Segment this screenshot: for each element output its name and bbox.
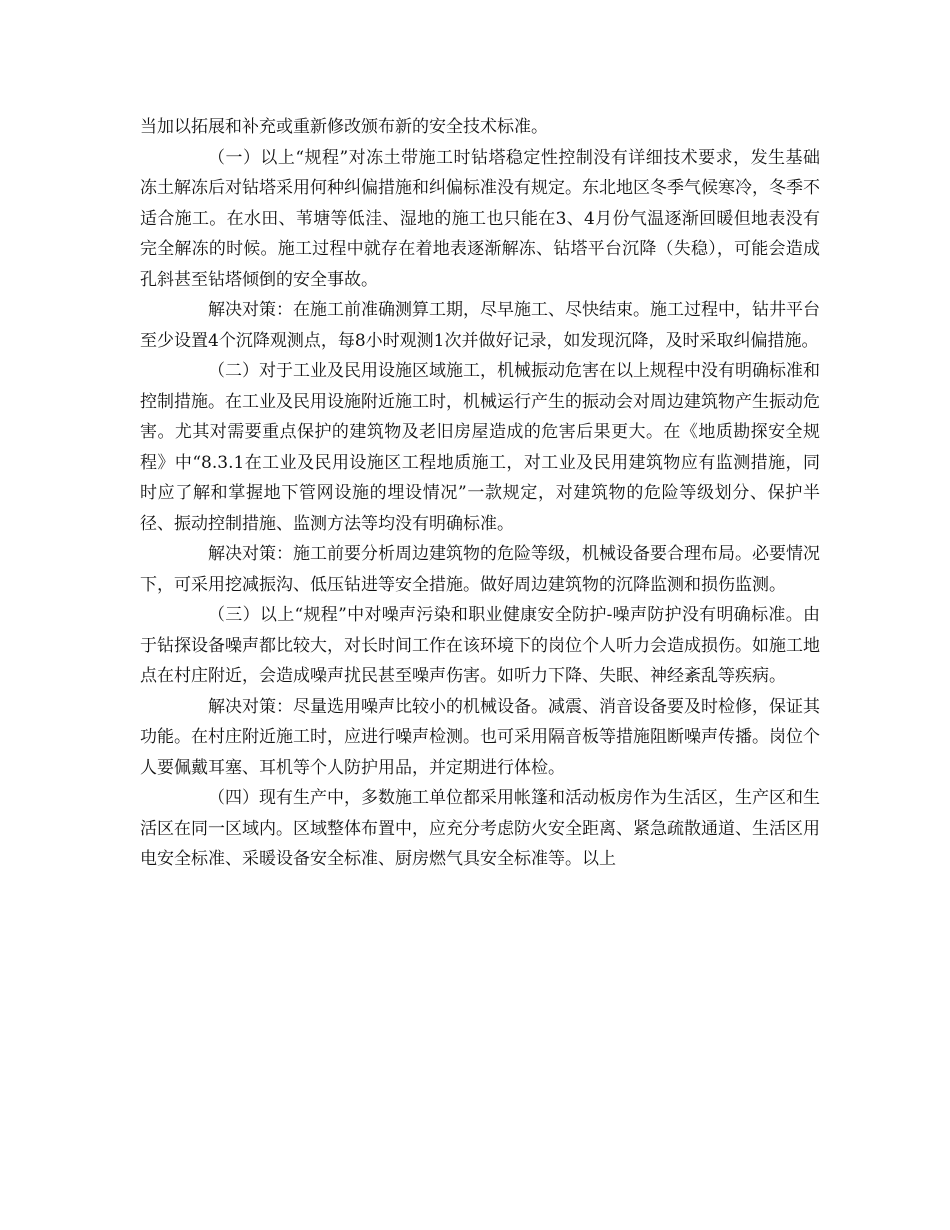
paragraph-continuation: 当加以拓展和补充或重新修改颁布新的安全技术标准。 bbox=[140, 117, 548, 137]
paragraph-solution-1: 解决对策：在施工前准确测算工期，尽早施工、尽快结束。施工过程中，钻井平台至少设置4个沉降观测点，每8小时观测1次并做好记录，如发现沉降，及时采取纠偏措施。 bbox=[140, 300, 820, 351]
paragraph-solution-3: 解决对策：尽量选用噪声比较小的机械设备。减震、消音设备要及时检修，保证其功能。在村庄附近施工时，应进行噪声检测。也可采用隔音板等措施阻断噪声传播。岗位个人要佩戴耳塞、耳机等个人防护用品，并定期进行体检。 bbox=[140, 696, 820, 778]
document-body bbox=[140, 112, 820, 875]
paragraph-item-2: （二）对于工业及民用设施区域施工，机械振动危害在以上规程中没有明确标准和控制措施。在工业及民用设施附近施工时，机械运行产生的振动会对周边建筑物产生振动危害。尤其对需要重点保护的建筑物及老旧房屋造成的危害后果更大。在《地质勘探安全规程》中“8.3.1在工业及民用设施区工程地质施工，对工业及民用建筑物应有监测措施，同时应了解和掌握地下管网设施的埋设情况”一款规定，对建筑物的危险等级划分、保护半径、振动控制措施、监测方法等均没有明确标准。 bbox=[140, 361, 820, 534]
paragraph-item-3: （三）以上“规程”中对噪声污染和职业健康安全防护-噪声防护没有明确标准。由于钻探设备噪声都比较大，对长时间工作在该环境下的岗位个人听力会造成损伤。如施工地点在村庄附近，会造成噪声扰民甚至噪声伤害。如听力下降、失眠、神经紊乱等疾病。 bbox=[140, 605, 820, 686]
paragraph-item-4: （四）现有生产中，多数施工单位都采用帐篷和活动板房作为生活区，生产区和生活区在同一区域内。区域整体布置中，应充分考虑防火安全距离、紧急疏散通道、生活区用电安全标准、采暖设备安全标准、厨房燃气具安全标准等。以上 bbox=[140, 788, 820, 869]
paragraph-item-1: （一）以上“规程”对冻土带施工时钻塔稳定性控制没有详细技术要求，发生基础冻土解冻后对钻塔采用何种纠偏措施和纠偏标准没有规定。东北地区冬季气候寒冷，冬季不适合施工。在水田、苇塘等低洼、湿地的施工也只能在3、4月份气温逐渐回暖但地表没有完全解冻的时候。施工过程中就存在着地表逐渐解冻、钻塔平台沉降（失稳），可能会造成孔斜甚至钻塔倾倒的安全事故。 bbox=[140, 147, 820, 290]
paragraph-solution-2: 解决对策：施工前要分析周边建筑物的危险等级，机械设备要合理布局。必要情况下，可采用挖减振沟、低压钻进等安全措施。做好周边建筑物的沉降监测和损伤监测。 bbox=[140, 544, 820, 595]
